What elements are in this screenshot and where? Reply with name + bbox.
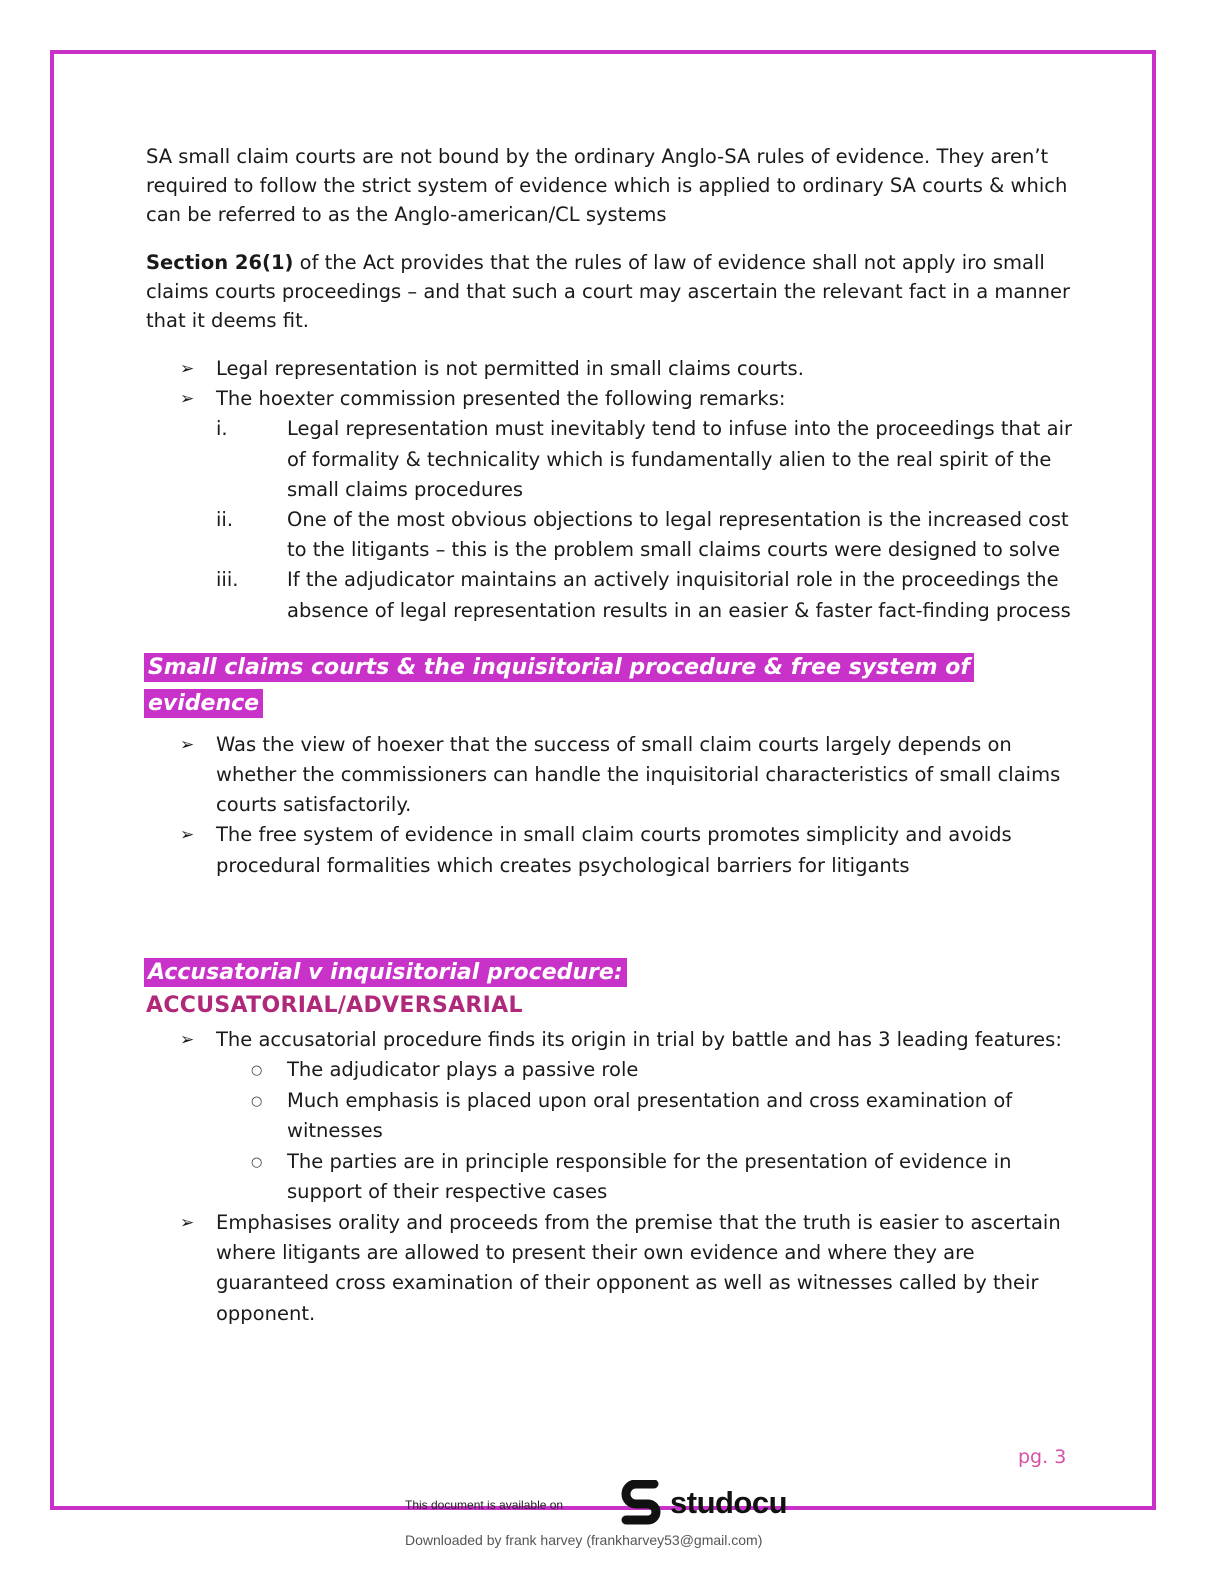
feature-text: Much emphasis is placed upon oral presentation and cross examination of witnesses — [287, 1088, 1013, 1143]
section-paragraph — [146, 248, 1076, 335]
remark-item — [216, 414, 1076, 505]
list-item-text: Emphasises orality and proceeds from the premise that the truth is easier to ascertain where litigants are allowed to present their own evidence and where they are guaranteed cross examination of their opponent as well as witnesses called by their opponent. — [216, 1211, 1061, 1325]
arrow-bullet-icon: ➢ — [180, 1029, 195, 1050]
remark-text: If the adjudicator maintains an actively inquisitorial role in the proceedings the absence of legal representation results in an easier & faster fact-finding process — [287, 568, 1071, 622]
remark-text: Legal representation must inevitably tend to infuse into the proceedings that air of formality & technicality which is fundamentally alien to the real spirit of the small claims procedures — [287, 417, 1073, 501]
list-item-text: The free system of evidence in small claim courts promotes simplicity and avoids procedural formalities which creates psychological barriers for litigants — [216, 823, 1012, 877]
section-reference: Section 26(1) — [146, 251, 294, 274]
arrow-bullet-icon: ➢ — [180, 734, 195, 755]
feature-item — [216, 1055, 1076, 1086]
accusatorial-list — [146, 1025, 1076, 1055]
feature-text: The adjudicator plays a passive role — [287, 1058, 639, 1082]
accusatorial-list-continued — [146, 1208, 1076, 1329]
list-item — [146, 384, 1076, 414]
list-item-text: Was the view of hoexer that the success of small claim courts largely depends on whether the commissioners can handle the inquisitorial characteristics of small claims courts satisfactorily. — [216, 732, 1061, 817]
section-heading-small-claims — [144, 650, 1054, 722]
legal-representation-list — [146, 354, 1076, 414]
remark-number: i. — [216, 417, 228, 441]
features-list — [216, 1055, 1076, 1208]
arrow-bullet-icon: ➢ — [180, 1213, 195, 1234]
circle-bullet-icon: ○ — [251, 1154, 263, 1170]
heading-line-1: Small claims courts & the inquisitorial procedure & free system of — [144, 653, 974, 682]
list-item — [146, 354, 1076, 384]
list-item — [146, 1208, 1076, 1329]
list-item — [146, 730, 1076, 821]
section-text: of the Act provides that the rules of law of evidence shall not apply iro small claims courts proceedings – and that such a court may ascertain the relevant fact in a manner that it deems fit. — [146, 251, 1071, 332]
arrow-bullet-icon: ➢ — [180, 825, 195, 846]
circle-bullet-icon: ○ — [251, 1063, 263, 1079]
feature-item — [216, 1086, 1076, 1147]
text-cursor-box — [264, 688, 270, 714]
footer-available-text: This document is available on — [405, 1498, 564, 1512]
remark-item — [216, 565, 1076, 625]
list-item-text: The hoexter commission presented the following remarks: — [216, 387, 786, 411]
remark-item — [216, 505, 1076, 565]
studocu-brand-text: studocu — [670, 1485, 788, 1520]
inquisitorial-list — [146, 730, 1076, 881]
hoexter-remarks-list — [216, 414, 1076, 625]
remark-number: ii. — [216, 508, 234, 532]
page-number: pg. 3 — [1018, 1446, 1067, 1468]
heading-text: Accusatorial v inquisitorial procedure: — [144, 958, 627, 987]
list-item-text: The accusatorial procedure finds its origin in trial by battle and has 3 leading features: — [216, 1027, 1062, 1051]
arrow-bullet-icon: ➢ — [180, 389, 195, 410]
studocu-logo[interactable] — [620, 1480, 787, 1526]
feature-item — [216, 1147, 1076, 1208]
text-cursor-box — [975, 652, 989, 678]
downloaded-by-text: Downloaded by frank harvey (frankharvey53@gmail.com) — [405, 1532, 763, 1548]
circle-bullet-icon: ○ — [251, 1093, 263, 1109]
intro-paragraph: SA small claim courts are not bound by the ordinary Anglo-SA rules of evidence. They aren’t required to follow the strict system of evidence which is applied to ordinary SA courts & which can be referred to as the Anglo-american/CL systems — [146, 145, 1068, 226]
list-item — [146, 820, 1076, 880]
subheading-accusatorial: ACCUSATORIAL/ADVERSARIAL — [146, 992, 523, 1018]
arrow-bullet-icon: ➢ — [180, 359, 195, 379]
feature-text: The parties are in principle responsible for the presentation of evidence in support of their respective cases — [287, 1149, 1012, 1204]
studocu-logo-icon — [620, 1480, 664, 1526]
remark-text: One of the most obvious objections to legal representation is the increased cost to the litigants – this is the problem small claims courts were designed to solve — [287, 508, 1069, 562]
heading-line-2: evidence — [144, 689, 263, 718]
document-body — [146, 142, 1076, 1329]
list-item-text: Legal representation is not permitted in small claims courts. — [216, 357, 804, 380]
list-item — [146, 1025, 1076, 1055]
text-cursor-box — [628, 957, 634, 983]
remark-number: iii. — [216, 568, 239, 592]
section-heading-accusatorial — [144, 955, 1076, 991]
